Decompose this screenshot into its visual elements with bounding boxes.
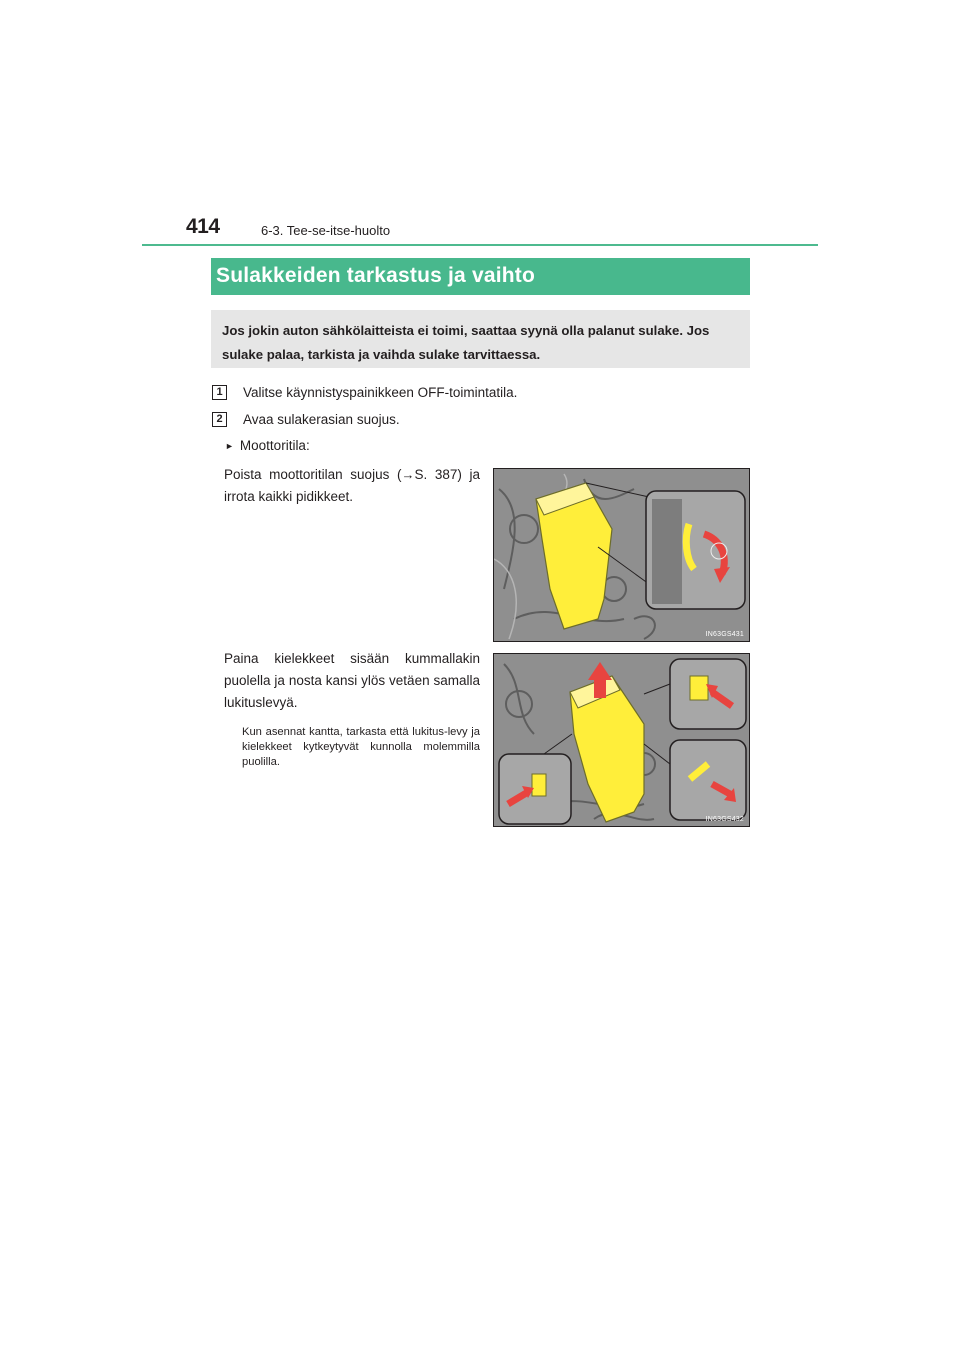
intro-box: Jos jokin auton sähkölaitteista ei toimi, saattaa syynä olla palanut sulake. Jos sulake palaa, tarkista ja vaihda sulake tarvittaessa. xyxy=(211,310,750,368)
instruction-text: Poista moottoritilan suojus ( xyxy=(224,467,402,482)
chapter-title: 6-3. Tee-se-itse-huolto xyxy=(261,223,391,238)
figure-code: IN63GS432 xyxy=(705,816,744,823)
triangle-bullet-icon: ► xyxy=(225,441,234,451)
step-1-number: 1 xyxy=(212,385,227,400)
figure-fuse-box-cover-removal xyxy=(493,653,750,827)
subsection-engine-compartment xyxy=(225,438,310,453)
instruction-press-tabs: Paina kielekkeet sisään kummallakin puolella ja nosta kansi ylös vetäen samalla lukituslevyä. xyxy=(224,651,480,710)
instruction-remove-cover xyxy=(224,464,480,508)
step-2-text: Avaa sulakerasian suojus. xyxy=(243,412,400,427)
header-rule xyxy=(142,244,818,246)
engine-illustration-2 xyxy=(494,654,750,827)
figure-code: IN63GS431 xyxy=(705,631,744,638)
subsection-label: Moottoritila: xyxy=(239,438,310,453)
instruction-text-tail: ja irrota kaikki pidikkeet. xyxy=(224,467,480,504)
arrow-right-icon: → xyxy=(401,467,415,482)
step-2-number: 2 xyxy=(212,412,227,427)
installation-note: Kun asennat kantta, tarkasta että lukitus-levy ja kielekkeet kytkeytyvät kunnolla molemmilla puolilla. xyxy=(242,726,480,768)
page-number: 414 xyxy=(186,215,220,238)
step-1-text: Valitse käynnistyspainikkeen OFF-toimintatila. xyxy=(243,385,518,400)
figure-engine-compartment-cover xyxy=(493,468,750,642)
section-title: Sulakkeiden tarkastus ja vaihto xyxy=(211,258,750,295)
page-reference-link[interactable]: S. 387) xyxy=(414,467,462,482)
engine-illustration-1 xyxy=(494,469,750,642)
